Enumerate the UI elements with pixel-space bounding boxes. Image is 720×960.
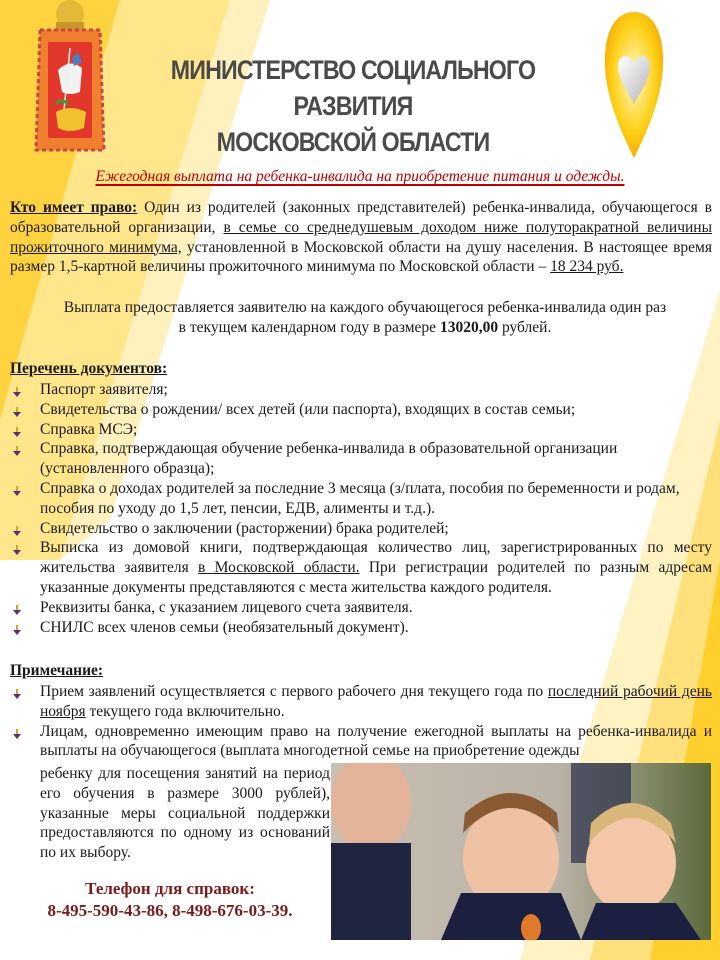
- eligibility-paragraph: [10, 198, 712, 277]
- document-item-text: Выписка из домовой книги, подтверждающая количество лиц, зарегистрированных по месту жительства заявителя: [40, 539, 712, 577]
- arrow-down-bullet-icon: [11, 622, 23, 634]
- arrow-down-bullet-icon: [11, 424, 23, 436]
- arrow-down-bullet-icon: [11, 443, 23, 455]
- list-item: [10, 400, 712, 420]
- note-text: текущего года включительно.: [85, 702, 285, 720]
- subtitle-text: Ежегодная выплата на ребенка-инвалида на приобретение питания и одежды.: [95, 168, 625, 185]
- arrow-down-bullet-icon: [11, 483, 23, 495]
- ministry-title-line1: МИНИСТЕРСТВО СОЦИАЛЬНОГО РАЗВИТИЯ: [170, 55, 536, 121]
- schoolchildren-photo: [331, 763, 711, 940]
- document-item-text: Свидетельства о рождении/ всех детей (или паспорта), входящих в состав семьи;: [40, 400, 576, 418]
- note-continuation: ребенку для посещения занятий на период его обучения в размере 3000 рублей), указанные меры социальной поддержки предоставляются по одному из оснований по их выбору.: [40, 765, 330, 862]
- list-item: [10, 618, 712, 638]
- list-item: [10, 439, 712, 479]
- document-item-region: в Московской области.: [198, 559, 360, 577]
- list-item: [10, 682, 712, 722]
- arrow-down-bullet-icon: [11, 523, 23, 535]
- contact-label: Телефон для справок:: [85, 879, 255, 898]
- eligibility-text2: установленной в Московской области на душу населения. В настоящее время размер 1,5-картной величины прожиточного минимума по Московской области –: [10, 238, 712, 276]
- list-item: [10, 479, 712, 519]
- payment-text2: рублей.: [498, 318, 552, 336]
- document-item-text: Реквизиты банка, с указанием лицевого счета заявителя.: [40, 598, 413, 616]
- document-item-text: Справка, подтверждающая обучение ребенка-инвалида в образовательной организации (установленного образца);: [40, 440, 618, 478]
- document-item-text: СНИЛС всех членов семьи (необязательный документ).: [40, 618, 409, 636]
- document-item-text: При регистрации родителей по разным адресам указанные документы представляются с места жительства каждого родителя.: [40, 559, 712, 596]
- document-item-text: Справка МСЭ;: [40, 420, 138, 438]
- list-item: [10, 519, 712, 539]
- arrow-down-bullet-icon: [11, 542, 23, 554]
- ministry-title: [161, 52, 545, 160]
- coat-of-arms-logo: [34, 0, 106, 160]
- eligibility-text1: Один из родителей (законных представителей) ребенка-инвалида, обучающегося в образовательной организации,: [10, 199, 712, 236]
- ministry-title-line2: МОСКОВСКОЙ ОБЛАСТИ: [216, 127, 490, 157]
- notes-list: [10, 682, 712, 761]
- arrow-down-bullet-icon: [11, 384, 23, 396]
- arrow-down-bullet-icon: [11, 726, 23, 738]
- list-item: [10, 420, 712, 440]
- list-item: [10, 598, 712, 618]
- document-item-text: Паспорт заявителя;: [40, 381, 168, 398]
- eligibility-label: Кто имеет право:: [10, 199, 138, 216]
- note-deadline: последний рабочий день ноября: [40, 683, 712, 720]
- contact-phones: 8-495-590-43-86, 8-498-676-03-39.: [47, 901, 293, 920]
- document-item-text: Свидетельство о заключении (расторжении) брака родителей;: [40, 519, 449, 537]
- documents-heading: Перечень документов:: [10, 360, 168, 377]
- heart-emblem-logo: [602, 8, 666, 160]
- payment-paragraph: [60, 298, 670, 338]
- note-text: Прием заявлений осуществляется с первого рабочего дня текущего года по: [40, 683, 548, 700]
- list-item: [10, 538, 712, 597]
- documents-list: [10, 380, 712, 637]
- notes-heading: Примечание:: [10, 662, 104, 679]
- eligibility-amount: 18 234 руб.: [550, 258, 624, 276]
- list-item: [10, 380, 712, 400]
- arrow-down-bullet-icon: [11, 404, 23, 416]
- eligibility-income-condition: в семье со среднедушевым доходом ниже полуторакратной величины прожиточного минимума,: [10, 218, 712, 256]
- document-item-text: Справка о доходах родителей за последние 3 месяца (з/плата, пособия по беременности и родам, пособия по уходу до 1,5 лет, пенсии, ЕДВ, алименты и т.д.).: [40, 479, 680, 517]
- payment-text1: Выплата предоставляется заявителю на каждого обучающегося ребенка-инвалида один раз в текущем календарном году в размере: [63, 299, 667, 336]
- arrow-down-bullet-icon: [11, 602, 23, 614]
- document-subtitle: [40, 168, 680, 186]
- arrow-down-bullet-icon: [11, 686, 23, 698]
- note-text: Лицам, одновременно имеющим право на получение ежегодной выплаты на ребенка-инвалида и выплаты на обучающегося (выплата многодетной семье на приобретение одежды: [40, 722, 712, 760]
- contact-block: [20, 878, 320, 922]
- payment-amount: 13020,00: [439, 318, 499, 336]
- list-item: [10, 722, 712, 762]
